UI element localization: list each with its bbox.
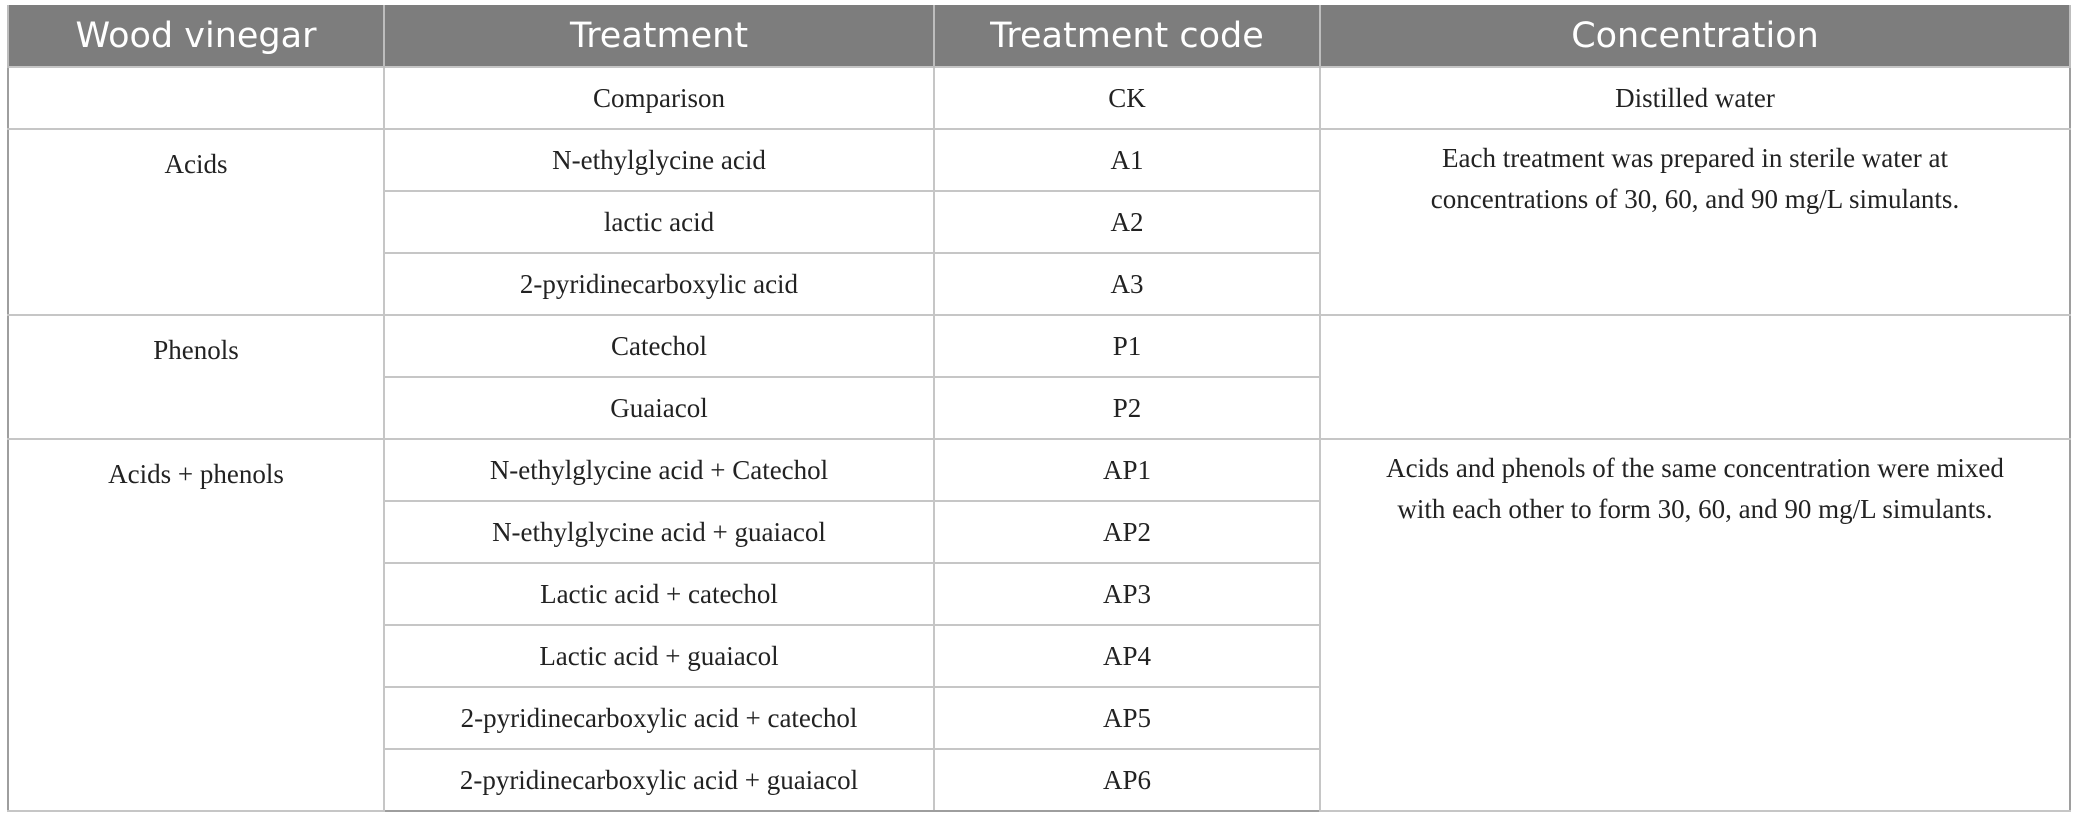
treatment-table (7, 5, 2071, 812)
cell-code: AP5 (934, 687, 1320, 749)
table-row-control (8, 67, 2070, 129)
cell-treatment: lactic acid (384, 191, 934, 253)
header-row (8, 5, 2070, 67)
cell-code: AP4 (934, 625, 1320, 687)
cell-group-phenols: Phenols (8, 315, 384, 439)
cell-treatment: 2-pyridinecarboxylic acid (384, 253, 934, 315)
table-row (8, 315, 2070, 377)
header-concentration: Concentration (1320, 5, 2070, 67)
cell-treatment: N-ethylglycine acid + Catechol (384, 439, 934, 501)
cell-code: AP2 (934, 501, 1320, 563)
cell-treatment: Comparison (384, 67, 934, 129)
header-treatment: Treatment (384, 5, 934, 67)
cell-concentration-note-mixed (1320, 439, 2070, 811)
cell-code: CK (934, 67, 1320, 129)
cell-group-control (8, 67, 384, 129)
cell-concentration-note-single (1320, 129, 2070, 315)
cell-treatment: N-ethylglycine acid + guaiacol (384, 501, 934, 563)
cell-group-acids-phenols: Acids + phenols (8, 439, 384, 811)
header-treatment-code: Treatment code (934, 5, 1320, 67)
cell-concentration-empty (1320, 315, 2070, 439)
cell-group-acids: Acids (8, 129, 384, 315)
cell-code: P2 (934, 377, 1320, 439)
cell-code: P1 (934, 315, 1320, 377)
header-wood-vinegar: Wood vinegar (8, 5, 384, 67)
table-container (7, 5, 2069, 812)
cell-treatment: Lactic acid + guaiacol (384, 625, 934, 687)
cell-code: A3 (934, 253, 1320, 315)
cell-code: AP1 (934, 439, 1320, 501)
cell-code: AP3 (934, 563, 1320, 625)
note-line: Acids and phenols of the same concentration were mixed (1386, 453, 2004, 483)
table-row (8, 129, 2070, 191)
cell-treatment: Lactic acid + catechol (384, 563, 934, 625)
cell-code: A2 (934, 191, 1320, 253)
note-line: with each other to form 30, 60, and 90 mg/L simulants. (1397, 494, 1993, 524)
cell-treatment: Catechol (384, 315, 934, 377)
cell-treatment: N-ethylglycine acid (384, 129, 934, 191)
cell-concentration: Distilled water (1320, 67, 2070, 129)
cell-code: AP6 (934, 749, 1320, 811)
cell-treatment: Guaiacol (384, 377, 934, 439)
cell-treatment: 2-pyridinecarboxylic acid + catechol (384, 687, 934, 749)
table-row (8, 439, 2070, 501)
note-line: concentrations of 30, 60, and 90 mg/L simulants. (1430, 184, 1960, 214)
cell-code: A1 (934, 129, 1320, 191)
note-line: Each treatment was prepared in sterile water at (1442, 143, 1948, 173)
cell-treatment: 2-pyridinecarboxylic acid + guaiacol (384, 749, 934, 811)
